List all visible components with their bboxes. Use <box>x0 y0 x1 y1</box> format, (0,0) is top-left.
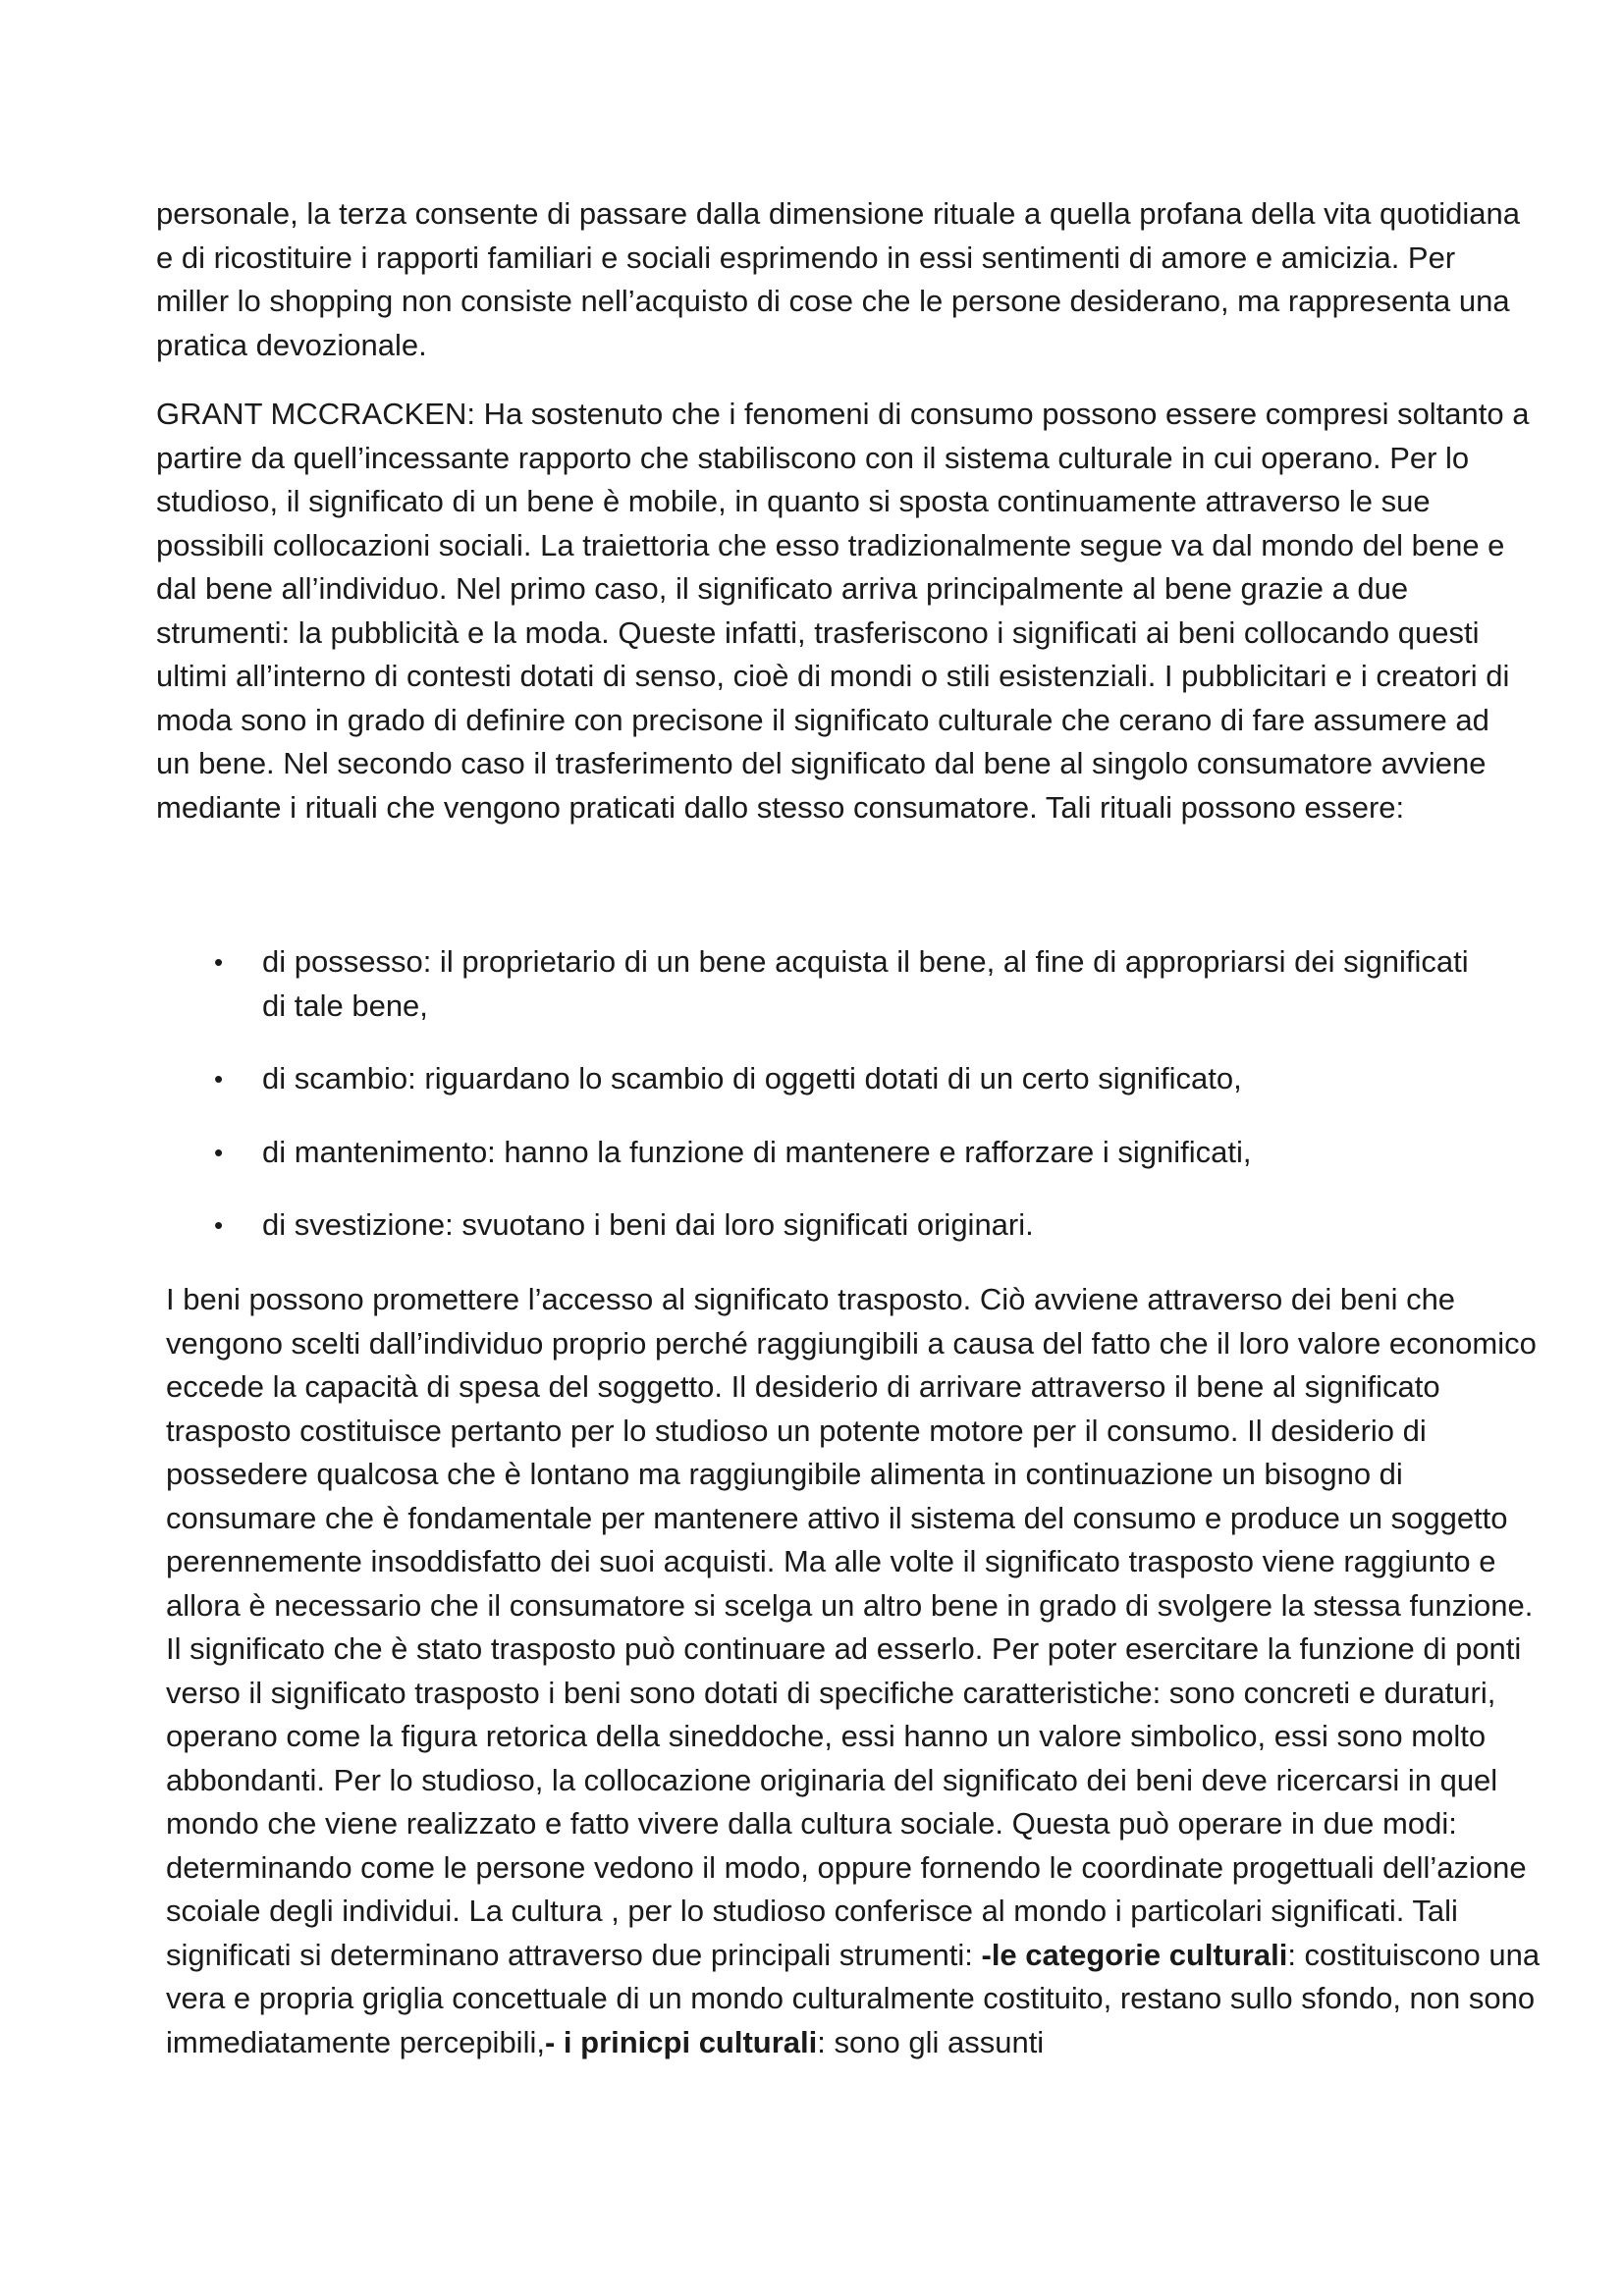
list-item-text: di possesso: il proprietario di un bene acquista il bene, al fine di appropriarsi dei significati di tale bene, <box>262 944 1469 1023</box>
list-item-text: di svestizione: svuotano i beni dai loro significati originari. <box>262 1207 1034 1242</box>
bullet-icon: • <box>214 1137 224 1167</box>
rituals-list <box>0 940 1623 1248</box>
paragraph-text: I beni possono promettere l’accesso al significato trasposto. Ciò avviene attraverso dei beni che vengono scelti dall’individuo proprio perché raggiungibili a causa del fatto che il loro valore economico eccede la capacità di spesa del soggetto. Il desiderio di arrivare attraverso il bene al significato trasposto costituisce pertanto per lo studioso un potente motore per il consumo. Il desiderio di possedere qualcosa che è lontano ma raggiungibile alimenta in continuazione un bisogno di consumare che è fondamentale per mantenere attivo il sistema del consumo e produce un soggetto perennemente insoddisfatto dei suoi acquisti. Ma alle volte il significato trasposto viene raggiunto e allora è necessario che il consumatore si scelga un altro bene in grado di svolgere la stessa funzione. Il significato che è stato trasposto può continuare ad esserlo. Per poter esercitare la funzione di ponti verso il significato trasposto i beni sono dotati di specifiche caratteristiche: sono concreti e duraturi, operano come la figura retorica della sineddoche, essi hanno un valore simbolico, essi sono molto abbondanti. Per lo studioso, la collocazione originaria del significato dei beni deve ricercarsi in quel mondo che viene realizzato e fatto vivere dalla cultura sociale. Questa può operare in due modi: determinando come le persone vedono il modo, oppure fornendo le coordinate progettuali dell’azione scoiale degli individui. La cultura , per lo studioso conferisce al mondo i particolari significati. Tali significati si determinano attraverso due principali strumenti: <box>166 1282 1537 1972</box>
bold-term-cultural-categories: -le categorie culturali <box>981 1937 1288 1972</box>
bullet-icon: • <box>214 1064 224 1094</box>
list-item-text: di scambio: riguardano lo scambio di oggetti dotati di un certo significato, <box>262 1061 1242 1095</box>
list-item <box>0 1057 1489 1101</box>
paragraph-miller-conclusion: personale, la terza consente di passare dalla dimensione rituale a quella profana della vita quotidiana e di ricostituire i rapporti familiari e sociali esprimendo in essi sentimenti di amore e amicizia. Per miller lo shopping non consiste nell’acquisto di cose che le persone desiderano, ma rappresenta una pratica devozionale. <box>156 196 1521 362</box>
bold-term-cultural-principles: - i prinicpi culturali <box>544 2024 818 2059</box>
list-item-text: di mantenimento: hanno la funzione di mantenere e rafforzare i significati, <box>262 1134 1252 1169</box>
paragraph-text: : sono gli assunti <box>817 2024 1045 2059</box>
paragraph-transposed-meaning <box>166 1278 1541 2064</box>
bullet-icon: • <box>214 947 224 977</box>
paragraph-mccracken: GRANT MCCRACKEN: Ha sostenuto che i fenomeni di consumo possono essere compresi soltanto a partire da quell’incessante rapporto che stabiliscono con il sistema culturale in cui operano. Per lo studioso, il significato di un bene è mobile, in quanto si sposta continuamente attraverso le sue possibili collocazioni sociali. La traiettoria che esso tradizionalmente segue va dal mondo del bene e dal bene all’individuo. Nel primo caso, il significato arriva principalmente al bene grazie a due strumenti: la pubblicità e la moda. Queste infatti, trasferiscono i significati ai beni collocando questi ultimi all’interno di contesti dotati di senso, cioè di mondi o stili esistenziali. I pubblicitari e i creatori di moda sono in grado di definire con precisone il significato culturale che cerano di fare assumere ad un bene. Nel secondo caso il trasferimento del significato dal bene al singolo consumatore avviene mediante i rituali che vengono praticati dallo stesso consumatore. Tali rituali possono essere: <box>156 397 1530 825</box>
list-item <box>0 940 1489 1028</box>
bullet-icon: • <box>214 1210 224 1240</box>
list-item <box>0 1131 1489 1175</box>
paragraph-text: : costituiscono una vera e propria griglia concettuale di un mondo culturalmente costituito, restano sullo sfondo, non sono immediatamente percepibili, <box>166 1937 1541 2059</box>
list-item <box>0 1203 1489 1248</box>
